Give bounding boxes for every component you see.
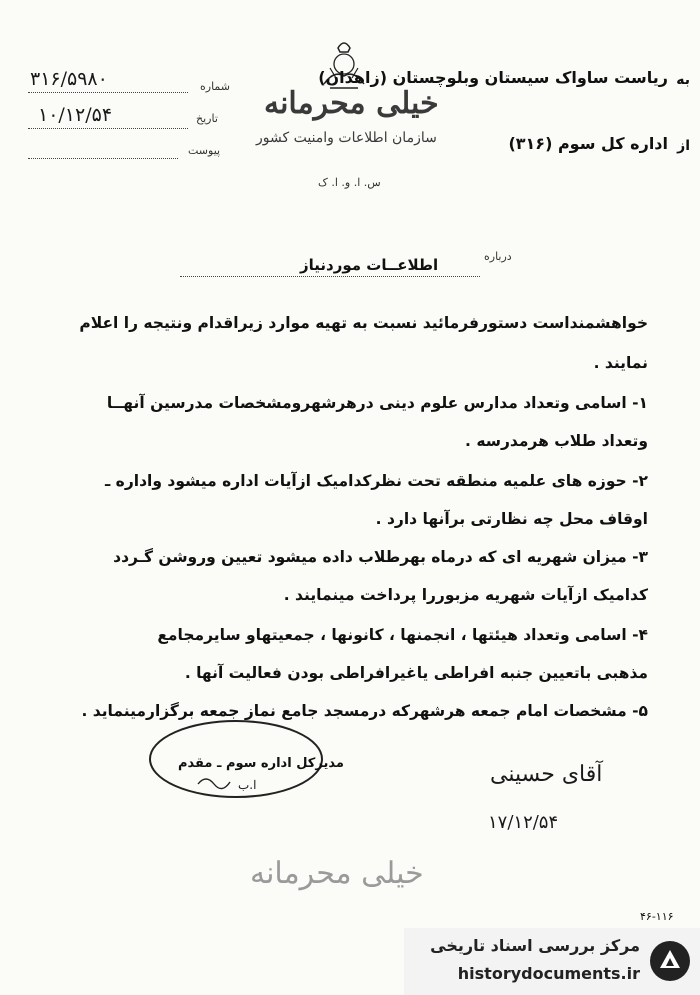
date-value: ۱۰/۱۲/۵۴: [38, 104, 113, 126]
item-2-line-1: ۲- حوزه های علمیه منطقه تحت نظرکدامیک ازآیات اداره میشود واداره ـ: [104, 472, 648, 490]
signatory-title: مدیرکل اداره سوم ـ مقدم: [178, 756, 344, 771]
number-label: شماره: [200, 80, 231, 93]
subject-text: اطلاعــات موردنیاز: [300, 256, 439, 274]
intro-line-2: نمایند .: [593, 354, 648, 372]
date-dotted-line: [28, 128, 188, 129]
stamp-organization: سازمان اطلاعات وامنیت کشور: [256, 130, 437, 146]
stamp-abbreviation: س. ا. و. ا. ک: [318, 176, 381, 189]
to-prefix: به: [676, 72, 690, 88]
subject-dotted-line: [180, 276, 480, 277]
from-prefix: از: [677, 138, 690, 154]
footer-watermark: [404, 928, 700, 995]
signature-scribble: [196, 772, 236, 792]
handwritten-date: ۱۷/۱۲/۵۴: [488, 812, 559, 833]
item-4-line-2: مذهبی باتعیین جنبه افراطی یاغیرافراطی بودن فعالیت آنها .: [184, 664, 648, 682]
attachment-label: پیوست: [188, 144, 221, 157]
number-dotted-line: [28, 92, 188, 93]
stamp-classification: خیلی محرمانه: [264, 86, 439, 121]
footer-org: مرکز بررسی اسناد تاریخی: [430, 936, 640, 955]
archive-logo-icon: [648, 938, 692, 984]
item-4-line-1: ۴- اسامی وتعداد هیئتها ، انجمنها ، کانونها ، جمعیتهاو سایرمجامع: [157, 626, 648, 644]
item-1-line-2: وتعداد طلاب هرمدرسه .: [465, 432, 648, 450]
handwritten-signature: آقای حسینی: [490, 762, 603, 787]
item-1-line-1: ۱- اسامی وتعداد مدارس علوم دینی درهرشهرومشخصات مدرسین آنهــا: [106, 394, 648, 412]
to-recipient: ریاست ساواک سیستان وبلوچستان (زاهدان): [318, 68, 668, 87]
item-3-line-1: ۳- میزان شهریه ای که درماه بهرطلاب داده میشود تعیین وروشن گـردد: [113, 548, 648, 566]
footer-url: historydocuments.ir: [457, 964, 640, 983]
bottom-classification-stamp: خیلی محرمانه: [250, 856, 424, 891]
date-label: تاریخ: [196, 112, 218, 125]
attachment-dotted-line: [28, 158, 178, 159]
subject-label: درباره: [484, 250, 512, 263]
item-5-line-1: ۵- مشخصات امام جمعه هرشهرکه درمسجد جامع نماز جمعه برگزارمینماید .: [81, 702, 648, 720]
intro-line-1: خواهشمنداست دستورفرمائید نسبت به تهیه موارد زیراقدام ونتیجه را اعلام: [79, 314, 648, 332]
item-2-line-2: اوقاف محل چه نظارتی برآنها دارد .: [375, 510, 648, 528]
number-value: ۳۱۶/۵۹۸۰: [30, 68, 108, 90]
item-3-line-2: کدامیک ازآیات شهریه مزبوررا پرداخت مینمایند .: [283, 586, 648, 604]
reference-code: ۴۶-۱۱۶: [640, 910, 674, 923]
from-sender: اداره کل سوم (۳۱۶): [508, 134, 668, 153]
signatory-initials: ا.ب: [238, 778, 257, 792]
